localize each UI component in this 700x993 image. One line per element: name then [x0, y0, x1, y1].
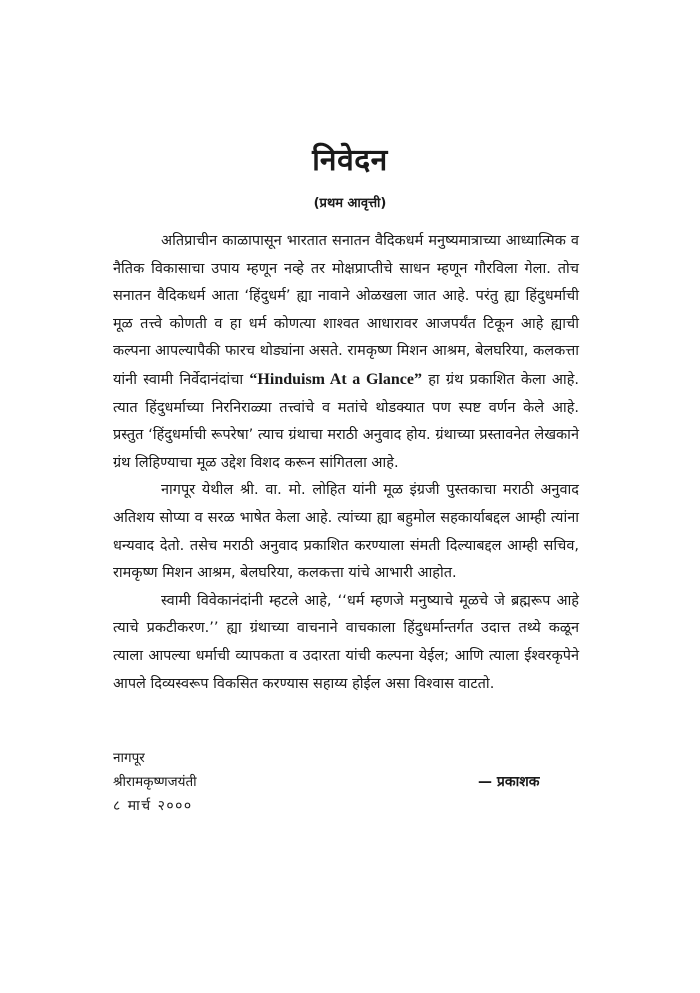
signature-place: नागपूर [113, 750, 145, 766]
signature-occasion: श्रीरामकृष्णजयंती [113, 774, 197, 790]
paragraph-1-part-1: अतिप्राचीन काळापासून भारतात सनातन वैदिकधर्म मनुष्यमात्राच्या आध्यात्मिक व नैतिक विकासाचा उपाय म्हणून नव्हे तर मोक्षप्राप्तीचे साधन म्हणून गौरविला गेला. तोच सनातन वैदिकधर्म आता ‘हिंदुधर्म’ ह्या नावाने ओळखला जात आहे. परंतु ह्या हिंदुधर्माची मूळ तत्त्वे कोणती व हा धर्म कोणत्या शाश्वत आधारावर आजपर्यंत टिकून आहे ह्याची कल्पना आपल्यापैकी फारच थोड्यांना असते. रामकृष्ण मिशन आश्रम, बेलघरिया, कलकत्ता यांनी स्वामी निर्वेदानंदांचा [113, 233, 579, 388]
page-title: निवेदन [312, 143, 388, 178]
paragraph-1 [113, 228, 579, 477]
body-text [113, 228, 579, 698]
signature-date: ८ मार्च २००० [113, 798, 193, 814]
paragraph-2: नागपूर येथील श्री. वा. मो. लोहित यांनी मूळ इंग्रजी पुस्तकाचा मराठी अनुवाद अतिशय सोप्या व सरळ भाषेत केला आहे. त्यांच्या ह्या बहुमोल सहकार्याबद्दल आम्ही त्यांना धन्यवाद देतो. तसेच मराठी अनुवाद प्रकाशित करण्याला संमती दिल्याबद्दल आम्ही सचिव, रामकृष्ण मिशन आश्रम, बेलघरिया, कलकत्ता यांचे आभारी आहोत. [113, 482, 579, 582]
edition-subtitle: (प्रथम आवृत्ती) [313, 196, 387, 211]
paragraph-1-part-2: हा ग्रंथ प्रकाशित केला आहे. त्यात हिंदुधर्माच्या निरनिराळ्या तत्त्वांचे व मतांचे थोडक्यात पण स्पष्ट वर्णन केले आहे. प्रस्तुत ‘हिंदुधर्माची रूपरेषा’ त्याच ग्रंथाचा मराठी अनुवाद होय. ग्रंथाच्या प्रस्तावनेत लेखकाने ग्रंथ लिहिण्याचा मूळ उद्देश विशद करून सांगितला आहे. [113, 371, 580, 471]
book-title-english: “Hinduism At a Glance” [249, 370, 422, 388]
signature-author: — प्रकाशक [478, 774, 540, 790]
paragraph-3: स्वामी विवेकानंदांनी म्हटले आहे, ‘‘धर्म म्हणजे मनुष्याचे मूळचे जे ब्रह्मरूप आहे त्याचे प्रकटीकरण.’’ ह्या ग्रंथाच्या वाचनाने वाचकाला हिंदुधर्मान्तर्गत उदात्त तथ्ये कळून त्याला आपल्या धर्माची व्यापकता व उदारता यांची कल्पना येईल; आणि त्याला ईश्वरकृपेने आपले दिव्यस्वरूप विकसित करण्यास सहाय्य होईल असा विश्वास वाटतो. [113, 592, 579, 692]
